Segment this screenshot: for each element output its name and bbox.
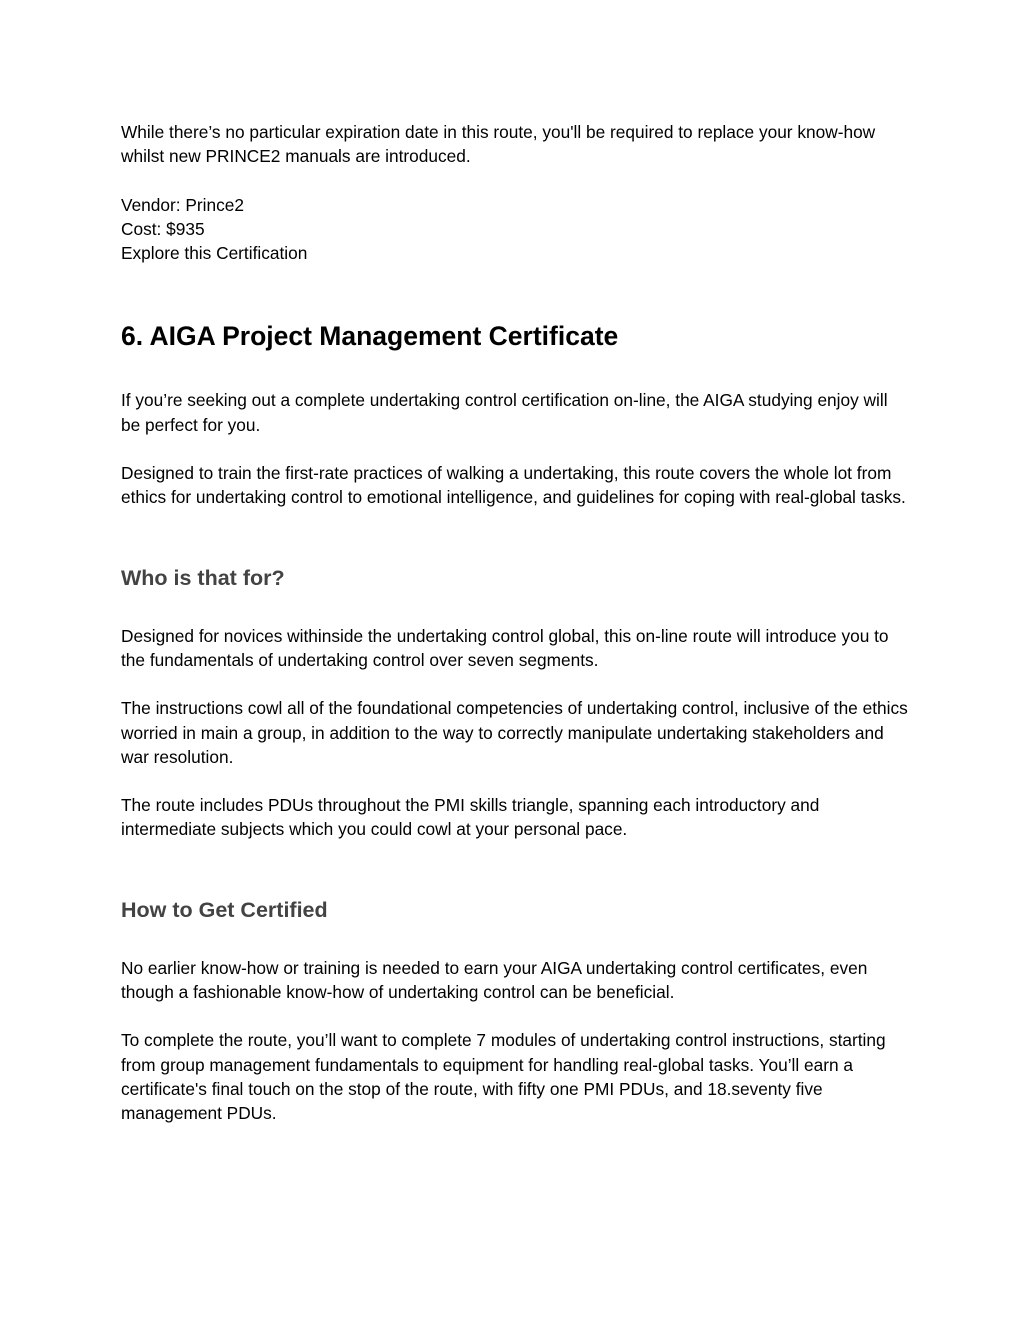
- who-paragraph-2: The instructions cowl all of the foundational competencies of undertaking control, inclusive of the ethics worried in main a group, in addition to the way to correctly manipulate undertaking stakeholders and war resolution.: [121, 698, 908, 767]
- explore-link: Explore this Certification: [121, 243, 308, 264]
- vendor-line: Vendor: Prince2: [121, 194, 244, 215]
- who-paragraph-1: Designed for novices withinside the undertaking control global, this on-line route will introduce you to the fundamentals of undertaking control over seven segments.: [121, 625, 889, 670]
- who-paragraph-3: The route includes PDUs throughout the PMI skills triangle, spanning each introductory and intermediate subjects which you could cowl at your personal pace.: [121, 795, 820, 840]
- cost-line: Cost: $935: [121, 218, 205, 239]
- subheading-how-to-get-certified: How to Get Certified: [121, 897, 328, 922]
- aiga-paragraph-2: Designed to train the first-rate practices of walking a undertaking, this route covers the whole lot from ethics for undertaking control to emotional intelligence, and guidelines for coping with real-global tasks.: [121, 463, 906, 508]
- subheading-who-is-that-for: Who is that for?: [121, 565, 285, 590]
- document-page: [121, 120, 911, 1126]
- aiga-paragraph-1: If you’re seeking out a complete undertaking control certification on-line, the AIGA studying enjoy will be perfect for you.: [121, 390, 888, 435]
- section-heading-aiga: 6. AIGA Project Management Certificate: [121, 321, 619, 352]
- intro-paragraph: While there’s no particular expiration date in this route, you'll be required to replace your know-how whilst new PRINCE2 manuals are introduced.: [121, 122, 876, 167]
- how-paragraph-2: To complete the route, you’ll want to complete 7 modules of undertaking control instructions, starting from group management fundamentals to equipment for handling real-global tasks. You’ll earn a certificate's final touch on the stop of the route, with fifty one PMI PDUs, and 18.seventy five management PDUs.: [121, 1030, 886, 1124]
- certification-details: [121, 193, 911, 266]
- how-paragraph-1: No earlier know-how or training is needed to earn your AIGA undertaking control certificates, even though a fashionable know-how of undertaking control can be beneficial.: [121, 957, 868, 1003]
